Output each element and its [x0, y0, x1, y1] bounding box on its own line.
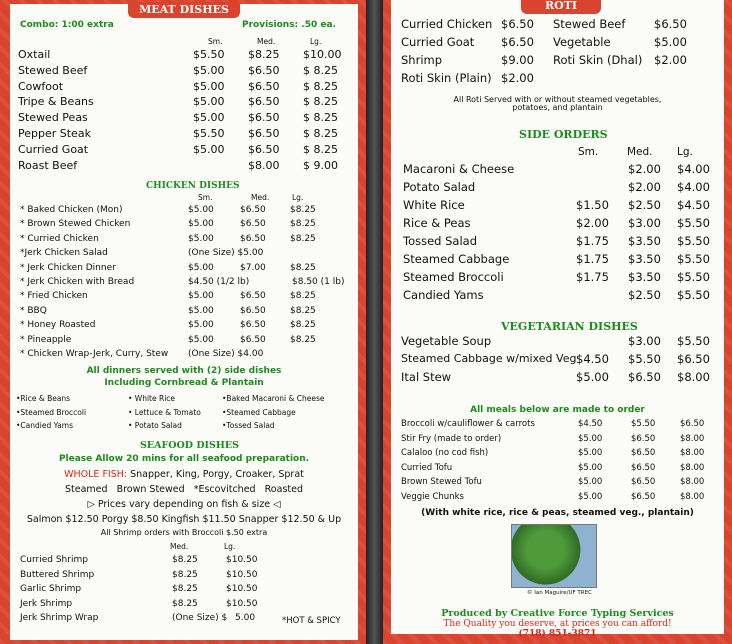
vegetarian-lg: $6.50 [677, 352, 710, 366]
shrimp-item-lg: $10.50 [226, 584, 258, 594]
meat-item-sm: $5.00 [193, 79, 225, 93]
made-to-order-name: Calaloo (no cod fish) [401, 448, 489, 458]
roti-row [401, 71, 721, 88]
meat-item-row [18, 159, 358, 174]
chicken-item-lg: $8.25 [290, 233, 316, 244]
side-order-lg: $5.50 [677, 288, 710, 302]
chicken-item-name: * Brown Stewed Chicken [20, 219, 131, 230]
shrimp-item-lg: $10.50 [226, 598, 258, 609]
meat-item-med: $6.50 [248, 79, 280, 93]
chicken-item-lg: $8.25 [290, 305, 316, 316]
side-order-sm: $2.00 [576, 216, 609, 230]
shrimp-item-row [20, 570, 358, 584]
side-order-name: Macaroni & Cheese [403, 162, 515, 176]
side-order-name: Candied Yams [403, 288, 484, 302]
made-to-order-sm: $5.00 [578, 491, 603, 502]
chicken-item-lg: $8.25 [290, 205, 316, 215]
roti-item-b: Vegetable [553, 35, 611, 49]
roti-item-a: Roti Skin (Plain) [401, 71, 492, 85]
roti-price-a: $9.00 [501, 53, 534, 67]
meat-item-lg: $ 8.25 [303, 111, 338, 125]
roti-banner: ROTI [521, 0, 601, 14]
chicken-item-med: $6.50 [240, 219, 266, 230]
shrimp-item-lg: 5.00 [235, 613, 256, 623]
meat-size-sm: Sm. [208, 37, 223, 46]
meat-item-name: Stewed Beef [18, 63, 88, 77]
chicken-item-sm: $5.00 [188, 205, 214, 215]
meat-item-med: $6.50 [248, 127, 280, 140]
fish-price-note: ▷ Prices vary depending on fish & size ◁ [87, 499, 281, 510]
made-to-order-name: Brown Stewed Tofu [401, 477, 482, 487]
chicken-item-sm: $5.00 [188, 320, 214, 331]
vegetarian-name: Vegetable Soup [401, 334, 492, 348]
made-to-order-row [401, 492, 723, 506]
made-to-order-sm: $5.00 [578, 477, 603, 487]
whole-fish-line [10, 469, 358, 480]
side-dish: •Tossed Salad [222, 421, 275, 430]
chicken-item-sm: $5.00 [188, 291, 214, 302]
meat-item-lg: $ 8.25 [303, 142, 338, 156]
roti-price-b: $5.00 [654, 35, 687, 49]
side-dish: •Rice & Beans [16, 394, 71, 403]
side-order-size: Med. [627, 146, 653, 158]
side-order-lg: $4.50 [677, 198, 710, 212]
chicken-item-name: * Honey Roasted [20, 320, 96, 331]
chicken-item-lg: $8.25 [290, 334, 316, 345]
whole-fish-label: WHOLE FISH: [64, 469, 128, 480]
meat-item-lg: $10.00 [303, 48, 342, 61]
chicken-item-lg: $8.25 [290, 262, 316, 273]
side-order-name: Steamed Broccoli [403, 270, 504, 284]
made-to-order-sm: $5.00 [578, 433, 603, 444]
side-order-med: $2.00 [628, 180, 661, 194]
chicken-item-name: *Jerk Chicken Salad [20, 248, 108, 259]
side-order-name: Rice & Peas [403, 216, 471, 230]
made-to-order-lg: $8.00 [680, 491, 705, 502]
made-to-order-row [401, 477, 723, 491]
left-menu-panel [10, 4, 358, 640]
vegetarian-row [401, 334, 723, 351]
chicken-item-row [20, 263, 358, 277]
meat-item-sm: $5.00 [193, 63, 225, 77]
meat-item-name: Pepper Steak [18, 127, 91, 140]
meat-item-med: $6.50 [248, 142, 280, 156]
side-order-name: White Rice [403, 198, 465, 212]
tree-photo [511, 524, 597, 588]
roti-note-line-2: potatoes, and plantain [512, 103, 603, 112]
side-orders-title: SIDE ORDERS [519, 128, 608, 141]
side-dish-row [16, 408, 356, 421]
chicken-item-lg: $8.25 [290, 291, 316, 302]
side-order-row [403, 198, 723, 215]
meat-item-med: $8.25 [248, 48, 280, 61]
chicken-item-sm: $5.00 [188, 305, 214, 316]
meat-item-lg: $ 8.25 [303, 79, 338, 93]
side-order-lg: $5.50 [677, 234, 710, 248]
chicken-title: CHICKEN DISHES [146, 181, 240, 191]
meat-item-lg: $ 8.25 [303, 63, 338, 77]
meat-size-lg: Lg. [310, 37, 322, 46]
vegetarian-sm: $4.50 [576, 352, 609, 366]
side-order-row [403, 288, 723, 305]
provisions-note: Provisions: .50 ea. [242, 20, 336, 30]
chicken-item-med: $6.50 [240, 320, 266, 331]
roti-row [401, 53, 721, 70]
seafood-note: Please Allow 20 mins for all seafood preparation. [58, 454, 310, 464]
side-order-row [403, 162, 723, 179]
made-to-order-row [401, 463, 723, 477]
meat-item-med: $6.50 [248, 111, 280, 125]
made-to-order-lg: $8.00 [680, 448, 705, 458]
shrimp-item-name: Garlic Shrimp [20, 584, 82, 594]
shrimp-item-med: $8.25 [172, 569, 198, 580]
chicken-item-med: $6.50 [240, 233, 266, 244]
roti-price-a: $6.50 [501, 17, 534, 31]
vegetarian-lg: $8.00 [677, 370, 710, 384]
with-sides-note: (With white rice, rice & peas, steamed veg., plantain) [421, 508, 694, 518]
chicken-item-sm: $5.00 [188, 334, 214, 345]
chicken-item-row [20, 349, 358, 363]
chicken-item-row [20, 219, 358, 233]
chicken-item-row [20, 277, 358, 291]
made-to-order-note: All meals below are made to order [470, 405, 645, 415]
meat-item-name: Tripe & Beans [18, 95, 94, 109]
roti-item-b: Roti Skin (Dhal) [553, 53, 643, 67]
meat-item-name: Roast Beef [18, 158, 78, 172]
chicken-size: Med. [251, 193, 270, 202]
shrimp-item-name: Buttered Shrimp [20, 569, 95, 580]
chicken-item-name: * Jerk Chicken with Bread [20, 277, 135, 287]
meat-item-name: Oxtail [18, 48, 51, 61]
chicken-item-row [20, 205, 358, 219]
made-to-order-sm: $4.50 [578, 419, 603, 429]
chicken-item-name: * Chicken Wrap-Jerk, Curry, Stew [20, 349, 169, 359]
side-dish: •Candied Yams [16, 421, 73, 430]
meat-item-lg: $ 8.25 [303, 127, 338, 140]
shrimp-item-lg: $10.50 [226, 569, 258, 580]
made-to-order-lg: $8.00 [680, 433, 705, 444]
side-order-lg: $4.00 [677, 162, 710, 176]
chicken-item-sm: (One Size) $4.00 [188, 349, 264, 359]
seafood-title: SEAFOOD DISHES [140, 440, 239, 451]
chicken-item-sm: $5.00 [188, 219, 214, 230]
chicken-size: Sm. [198, 193, 213, 202]
roti-item-a: Shrimp [401, 53, 443, 67]
made-to-order-lg: $6.50 [680, 419, 705, 429]
chicken-item-row [20, 335, 358, 349]
meat-item-sm: $5.00 [193, 111, 225, 125]
side-order-lg: $5.50 [677, 216, 710, 230]
chicken-item-name: * Baked Chicken (Mon) [20, 205, 123, 215]
roti-price-a: $6.50 [501, 35, 534, 49]
side-order-sm: $1.75 [576, 252, 609, 266]
made-to-order-med: $6.50 [631, 462, 656, 473]
roti-price-b: $6.50 [654, 17, 687, 31]
side-order-row [403, 270, 723, 287]
shrimp-item-name: Curried Shrimp [20, 555, 88, 565]
shrimp-item-med: (One Size) $ [172, 613, 228, 623]
footer-phone: (718) 851-3871 [518, 629, 597, 639]
roti-note-line-1: All Roti Served with or without steamed vegetables, [453, 95, 662, 104]
meat-item-sm: $5.00 [193, 95, 225, 109]
side-order-med: $3.50 [628, 234, 661, 248]
side-order-med: $2.50 [628, 198, 661, 212]
shrimp-item-name: Jerk Shrimp Wrap [20, 613, 99, 623]
side-note-1: All dinners served with (2) side dishes [86, 366, 282, 376]
shrimp-note: All Shrimp orders with Broccoli $.50 extra [100, 528, 268, 537]
chicken-item-name: * Jerk Chicken Dinner [20, 262, 116, 273]
meat-item-lg: $ 8.25 [303, 95, 338, 109]
chicken-item-sm: $5.00 [188, 233, 214, 244]
vegetarian-row [401, 352, 723, 369]
chicken-item-lg: $8.25 [290, 219, 316, 230]
side-order-sm: $1.50 [576, 198, 609, 212]
made-to-order-med: $5.50 [631, 419, 656, 429]
meat-item-lg: $ 9.00 [303, 158, 338, 172]
side-dish: • Lettuce & Tomato [128, 407, 201, 417]
chicken-item-med: $6.50 [240, 205, 266, 215]
right-menu-panel [391, 0, 724, 639]
right-menu-page [383, 0, 732, 644]
shrimp-size: Lg. [224, 542, 236, 551]
chicken-item-med: $7.00 [240, 262, 266, 273]
made-to-order-name: Curried Tofu [401, 462, 453, 473]
meat-item-med: $8.00 [248, 158, 280, 172]
side-dish: •Steamed Broccoli [16, 407, 87, 417]
made-to-order-med: $6.50 [631, 477, 656, 487]
side-order-size: Lg. [677, 146, 693, 158]
chicken-item-name: * Fried Chicken [20, 291, 88, 302]
vegetarian-title: VEGETARIAN DISHES [501, 320, 638, 333]
meat-item-med: $6.50 [248, 95, 280, 109]
shrimp-item-med: $8.25 [172, 584, 198, 594]
made-to-order-med: $6.50 [631, 491, 656, 502]
made-to-order-med: $6.50 [631, 433, 656, 444]
vegetarian-name: Steamed Cabbage w/mixed Veg [401, 352, 577, 365]
shrimp-item-med: $8.25 [172, 598, 198, 609]
meat-item-med: $6.50 [248, 63, 280, 77]
chicken-item-sm: $4.50 (1/2 lb) [188, 277, 250, 287]
shrimp-item-row [20, 584, 358, 598]
meat-item-name: Cowfoot [18, 79, 64, 93]
side-note-2: Including Cornbread & Plantain [104, 378, 264, 388]
shrimp-item-name: Jerk Shrimp [20, 598, 73, 609]
side-order-med: $3.50 [628, 252, 661, 266]
chicken-item-row [20, 320, 358, 334]
chicken-item-med: $6.50 [240, 305, 266, 316]
shrimp-item-lg: $10.50 [226, 555, 258, 565]
meat-item-row [18, 143, 358, 158]
chicken-item-row [20, 234, 358, 248]
made-to-order-name: Veggie Chunks [401, 491, 464, 502]
meat-item-name: Curried Goat [18, 142, 89, 156]
roti-row [401, 35, 721, 52]
whole-fish-list: Snapper, King, Porgy, Croaker, Sprat [130, 469, 304, 480]
side-order-lg: $5.50 [677, 252, 710, 266]
meat-item-row [18, 48, 358, 63]
chicken-item-name: * Pineapple [20, 334, 72, 345]
chicken-item-lg: $8.50 (1 lb) [292, 277, 345, 287]
side-order-med: $3.50 [628, 270, 661, 284]
meat-item-row [18, 64, 358, 79]
chicken-item-med: $6.50 [240, 291, 266, 302]
side-dish: •Steamed Cabbage [222, 407, 296, 417]
roti-row [401, 17, 721, 34]
roti-item-a: Curried Chicken [401, 17, 493, 31]
side-order-row [403, 252, 723, 269]
meat-item-sm: $5.50 [193, 48, 225, 61]
roti-price-b: $2.00 [654, 53, 687, 67]
side-order-name: Steamed Cabbage [403, 252, 510, 266]
fish-styles: Steamed Brown Stewed *Escovitched Roasted [64, 484, 303, 495]
meat-item-row [18, 80, 358, 95]
vegetarian-row [401, 370, 723, 387]
chicken-item-sm: $5.00 [188, 262, 214, 273]
side-order-med: $2.50 [628, 288, 661, 302]
side-order-med: $3.00 [628, 216, 661, 230]
meat-size-med: Med. [257, 37, 276, 46]
fish-prices: Salmon $12.50 Porgy $8.50 Kingfish $11.50 Snapper $12.50 & Up [26, 514, 342, 525]
made-to-order-row [401, 448, 723, 462]
chicken-item-row [20, 291, 358, 305]
side-order-row [403, 216, 723, 233]
made-to-order-lg: $8.00 [680, 477, 705, 487]
made-to-order-row [401, 419, 723, 433]
side-order-size: Sm. [578, 146, 599, 158]
vegetarian-name: Ital Stew [401, 370, 452, 384]
made-to-order-name: Stir Fry (made to order) [401, 433, 502, 444]
side-order-sm: $1.75 [576, 234, 609, 248]
chicken-item-name: * Curried Chicken [20, 233, 99, 244]
shrimp-size: Med. [170, 542, 189, 551]
meat-item-sm: $5.50 [193, 127, 225, 140]
chicken-item-name: * BBQ [20, 305, 47, 316]
vegetarian-med: $5.50 [628, 352, 661, 366]
made-to-order-lg: $8.00 [680, 462, 705, 473]
side-dish-row [16, 394, 356, 407]
shrimp-item-row [20, 599, 358, 613]
vegetarian-med: $3.00 [628, 334, 661, 348]
side-order-med: $2.00 [628, 162, 661, 176]
meat-dishes-banner: MEAT DISHES [128, 2, 240, 18]
vegetarian-med: $6.50 [628, 370, 661, 384]
menu-fold [366, 0, 383, 644]
shrimp-item-row [20, 555, 358, 569]
roti-item-b: Stewed Beef [553, 17, 626, 31]
chicken-item-row [20, 306, 358, 320]
chicken-size: Lg. [292, 193, 304, 202]
roti-price-a: $2.00 [501, 71, 534, 85]
side-dish-row [16, 421, 356, 434]
shrimp-item-med: $8.25 [172, 555, 198, 565]
chicken-item-sm: (One Size) $5.00 [188, 248, 264, 259]
footer-producer: Produced by Creative Force Typing Services [441, 608, 674, 619]
side-order-row [403, 234, 723, 251]
roti-note [391, 96, 724, 112]
footer-tagline: The Quality you deserve, at prices you can afford! [443, 619, 672, 629]
made-to-order-med: $6.50 [631, 448, 656, 458]
side-order-lg: $5.50 [677, 270, 710, 284]
chicken-item-row [20, 248, 358, 262]
photo-credit: © Ian Maguire/UF TREC [527, 590, 592, 596]
vegetarian-sm: $5.00 [576, 370, 609, 384]
meat-item-row [18, 111, 358, 126]
made-to-order-name: Broccoli w/cauliflower & carrots [401, 419, 535, 429]
vegetarian-lg: $5.50 [677, 334, 710, 348]
hot-spicy-note: *HOT & SPICY [282, 616, 341, 626]
meat-item-row [18, 95, 358, 110]
made-to-order-row [401, 434, 723, 448]
meat-item-sm: $5.00 [193, 142, 225, 156]
side-order-name: Potato Salad [403, 180, 476, 194]
side-dish: • White Rice [128, 394, 176, 403]
side-dish: • Potato Salad [128, 421, 182, 430]
meat-item-name: Stewed Peas [18, 111, 88, 125]
roti-item-a: Curried Goat [401, 35, 475, 49]
side-dish: •Baked Macaroni & Cheese [222, 394, 325, 403]
side-order-sm: $1.75 [576, 270, 609, 284]
chicken-item-lg: $8.25 [290, 320, 316, 331]
side-order-name: Tossed Salad [403, 234, 478, 248]
side-order-row [403, 180, 723, 197]
combo-note: Combo: 1:00 extra [20, 20, 114, 30]
made-to-order-sm: $5.00 [578, 462, 603, 473]
meat-item-row [18, 127, 358, 142]
side-order-lg: $4.00 [677, 180, 710, 194]
made-to-order-sm: $5.00 [578, 448, 603, 458]
chicken-item-med: $6.50 [240, 334, 266, 345]
